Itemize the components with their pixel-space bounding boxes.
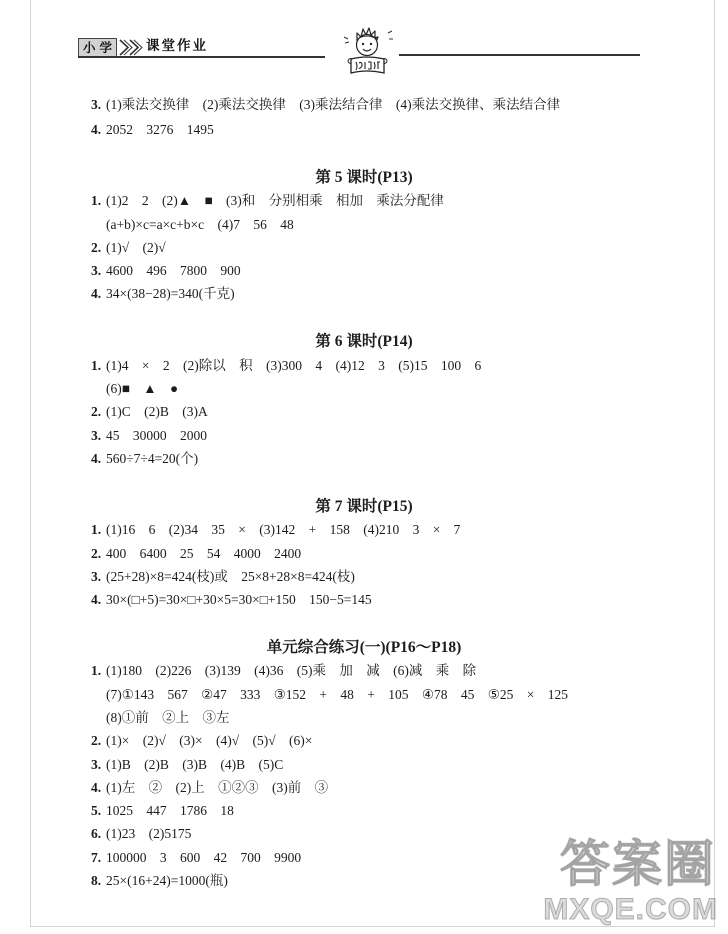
answer-line: (1)2 2 (2)▲ ■ (3)和 分别相乘 相加 乘法分配律 bbox=[106, 193, 444, 209]
answer-line: (1)16 6 (2)34 35 × (3)142 + 158 (4)210 3 × 7 bbox=[106, 522, 461, 538]
answer-line: 30×(□+5)=30×□+30×5=30×□+150 150−5=145 bbox=[106, 592, 372, 608]
answer-item bbox=[0, 236, 728, 259]
answer-item bbox=[0, 565, 728, 588]
item-number: 4. bbox=[91, 450, 102, 466]
item-number: 1. bbox=[91, 193, 102, 209]
answer-item bbox=[0, 259, 728, 282]
answer-line: (1)√ (2)√ bbox=[106, 239, 166, 255]
item-number: 2. bbox=[91, 404, 102, 420]
item-number: 6. bbox=[91, 826, 102, 842]
answer-line: 34×(38−28)=340(千克) bbox=[106, 286, 235, 302]
answer-item bbox=[0, 518, 728, 541]
answer-item bbox=[0, 424, 728, 447]
answer-line: (1)× (2)√ (3)× (4)√ (5)√ (6)× bbox=[106, 733, 313, 749]
item-number: 3. bbox=[91, 263, 102, 279]
answer-line: (a+b)×c=a×c+b×c (4)7 56 48 bbox=[106, 216, 294, 232]
answer-line: (1)C (2)B (3)A bbox=[106, 404, 208, 420]
answer-line: (25+28)×8=424(枝)或 25×8+28×8=424(枝) bbox=[106, 568, 355, 584]
header-rule-right bbox=[399, 54, 640, 56]
item-number: 4. bbox=[91, 121, 102, 137]
answer-line: (1)乘法交换律 (2)乘法交换律 (3)乘法结合律 (4)乘法交换律、乘法结合律 bbox=[106, 97, 561, 112]
item-number: 7. bbox=[91, 849, 102, 865]
double-chevron-icon bbox=[118, 38, 144, 57]
answer-item bbox=[0, 753, 728, 776]
item-number: 3. bbox=[91, 97, 102, 112]
answer-item bbox=[0, 799, 728, 822]
answer-line: (1)180 (2)226 (3)139 (4)36 (5)乘 加 减 (6)减 乘 除 bbox=[106, 663, 477, 679]
continued-answers bbox=[0, 93, 728, 141]
lesson-7-answers bbox=[0, 495, 728, 611]
answer-line: 100000 3 600 42 700 9900 bbox=[106, 849, 302, 865]
item-number: 3. bbox=[91, 568, 102, 584]
answer-line: 4600 496 7800 900 bbox=[106, 263, 241, 279]
answer-item bbox=[0, 282, 728, 305]
answer-line: (1)左 ② (2)上 ①②③ (3)前 ③ bbox=[106, 779, 329, 795]
item-number: 4. bbox=[91, 286, 102, 302]
answer-line: 560÷7÷4=20(个) bbox=[106, 450, 199, 466]
header-badge: 小学 bbox=[78, 38, 117, 57]
answer-line: (1)B (2)B (3)B (4)B (5)C bbox=[106, 756, 284, 772]
answer-line: 400 6400 25 54 4000 2400 bbox=[106, 545, 302, 561]
section-heading: 第 6 课时(P14) bbox=[315, 333, 413, 351]
answer-line: 1025 447 1786 18 bbox=[106, 803, 234, 819]
answer-item bbox=[0, 118, 728, 141]
answer-item bbox=[0, 729, 728, 752]
item-number: 3. bbox=[91, 756, 102, 772]
answer-line: (1)4 × 2 (2)除以 积 (3)300 4 (4)12 3 (5)15 100 6 bbox=[106, 357, 482, 373]
item-number: 1. bbox=[91, 522, 102, 538]
item-number: 4. bbox=[91, 779, 102, 795]
item-number: 3. bbox=[91, 427, 102, 443]
answer-line: (7)①143 567 ②47 333 ③152 + 48 + 105 ④78 45 ⑤25 × 125 bbox=[106, 686, 568, 702]
item-number: 1. bbox=[91, 357, 102, 373]
watermark-site: MXQE.COM bbox=[543, 893, 718, 926]
section-heading: 第 7 课时(P15) bbox=[315, 497, 413, 515]
answer-line: (1)23 (2)5175 bbox=[106, 826, 192, 842]
item-number: 1. bbox=[91, 663, 102, 679]
answer-item bbox=[0, 354, 728, 401]
section-heading: 第 5 课时(P13) bbox=[315, 168, 413, 186]
answer-item bbox=[0, 447, 728, 470]
answer-line: 2052 3276 1495 bbox=[106, 121, 214, 137]
answer-item bbox=[0, 542, 728, 565]
item-number: 8. bbox=[91, 873, 102, 889]
watermark-text: 答案圈 bbox=[560, 835, 716, 893]
answer-item bbox=[0, 776, 728, 799]
answer-item bbox=[0, 93, 728, 116]
header-title: 课堂作业 bbox=[146, 38, 208, 54]
answer-line: (8)①前 ②上 ③左 bbox=[106, 709, 230, 725]
header-rule-left bbox=[78, 56, 325, 58]
mascot-icon bbox=[338, 25, 398, 77]
lesson-5-answers bbox=[0, 166, 728, 306]
answer-item bbox=[0, 400, 728, 423]
section-heading: 单元综合练习(一)(P16～P18) bbox=[266, 639, 462, 657]
answer-item bbox=[0, 659, 728, 729]
answer-line: 25×(16+24)=1000(瓶) bbox=[106, 873, 228, 889]
answer-line: (6)■ ▲ ● bbox=[106, 381, 179, 397]
lesson-6-answers bbox=[0, 330, 728, 470]
item-number: 4. bbox=[91, 592, 102, 608]
answer-item bbox=[0, 189, 728, 236]
item-number: 5. bbox=[91, 803, 102, 819]
answer-item bbox=[0, 588, 728, 611]
answer-line: 45 30000 2000 bbox=[106, 427, 207, 443]
item-number: 2. bbox=[91, 733, 102, 749]
item-number: 2. bbox=[91, 239, 102, 255]
answer-content bbox=[0, 93, 728, 892]
item-number: 2. bbox=[91, 545, 102, 561]
